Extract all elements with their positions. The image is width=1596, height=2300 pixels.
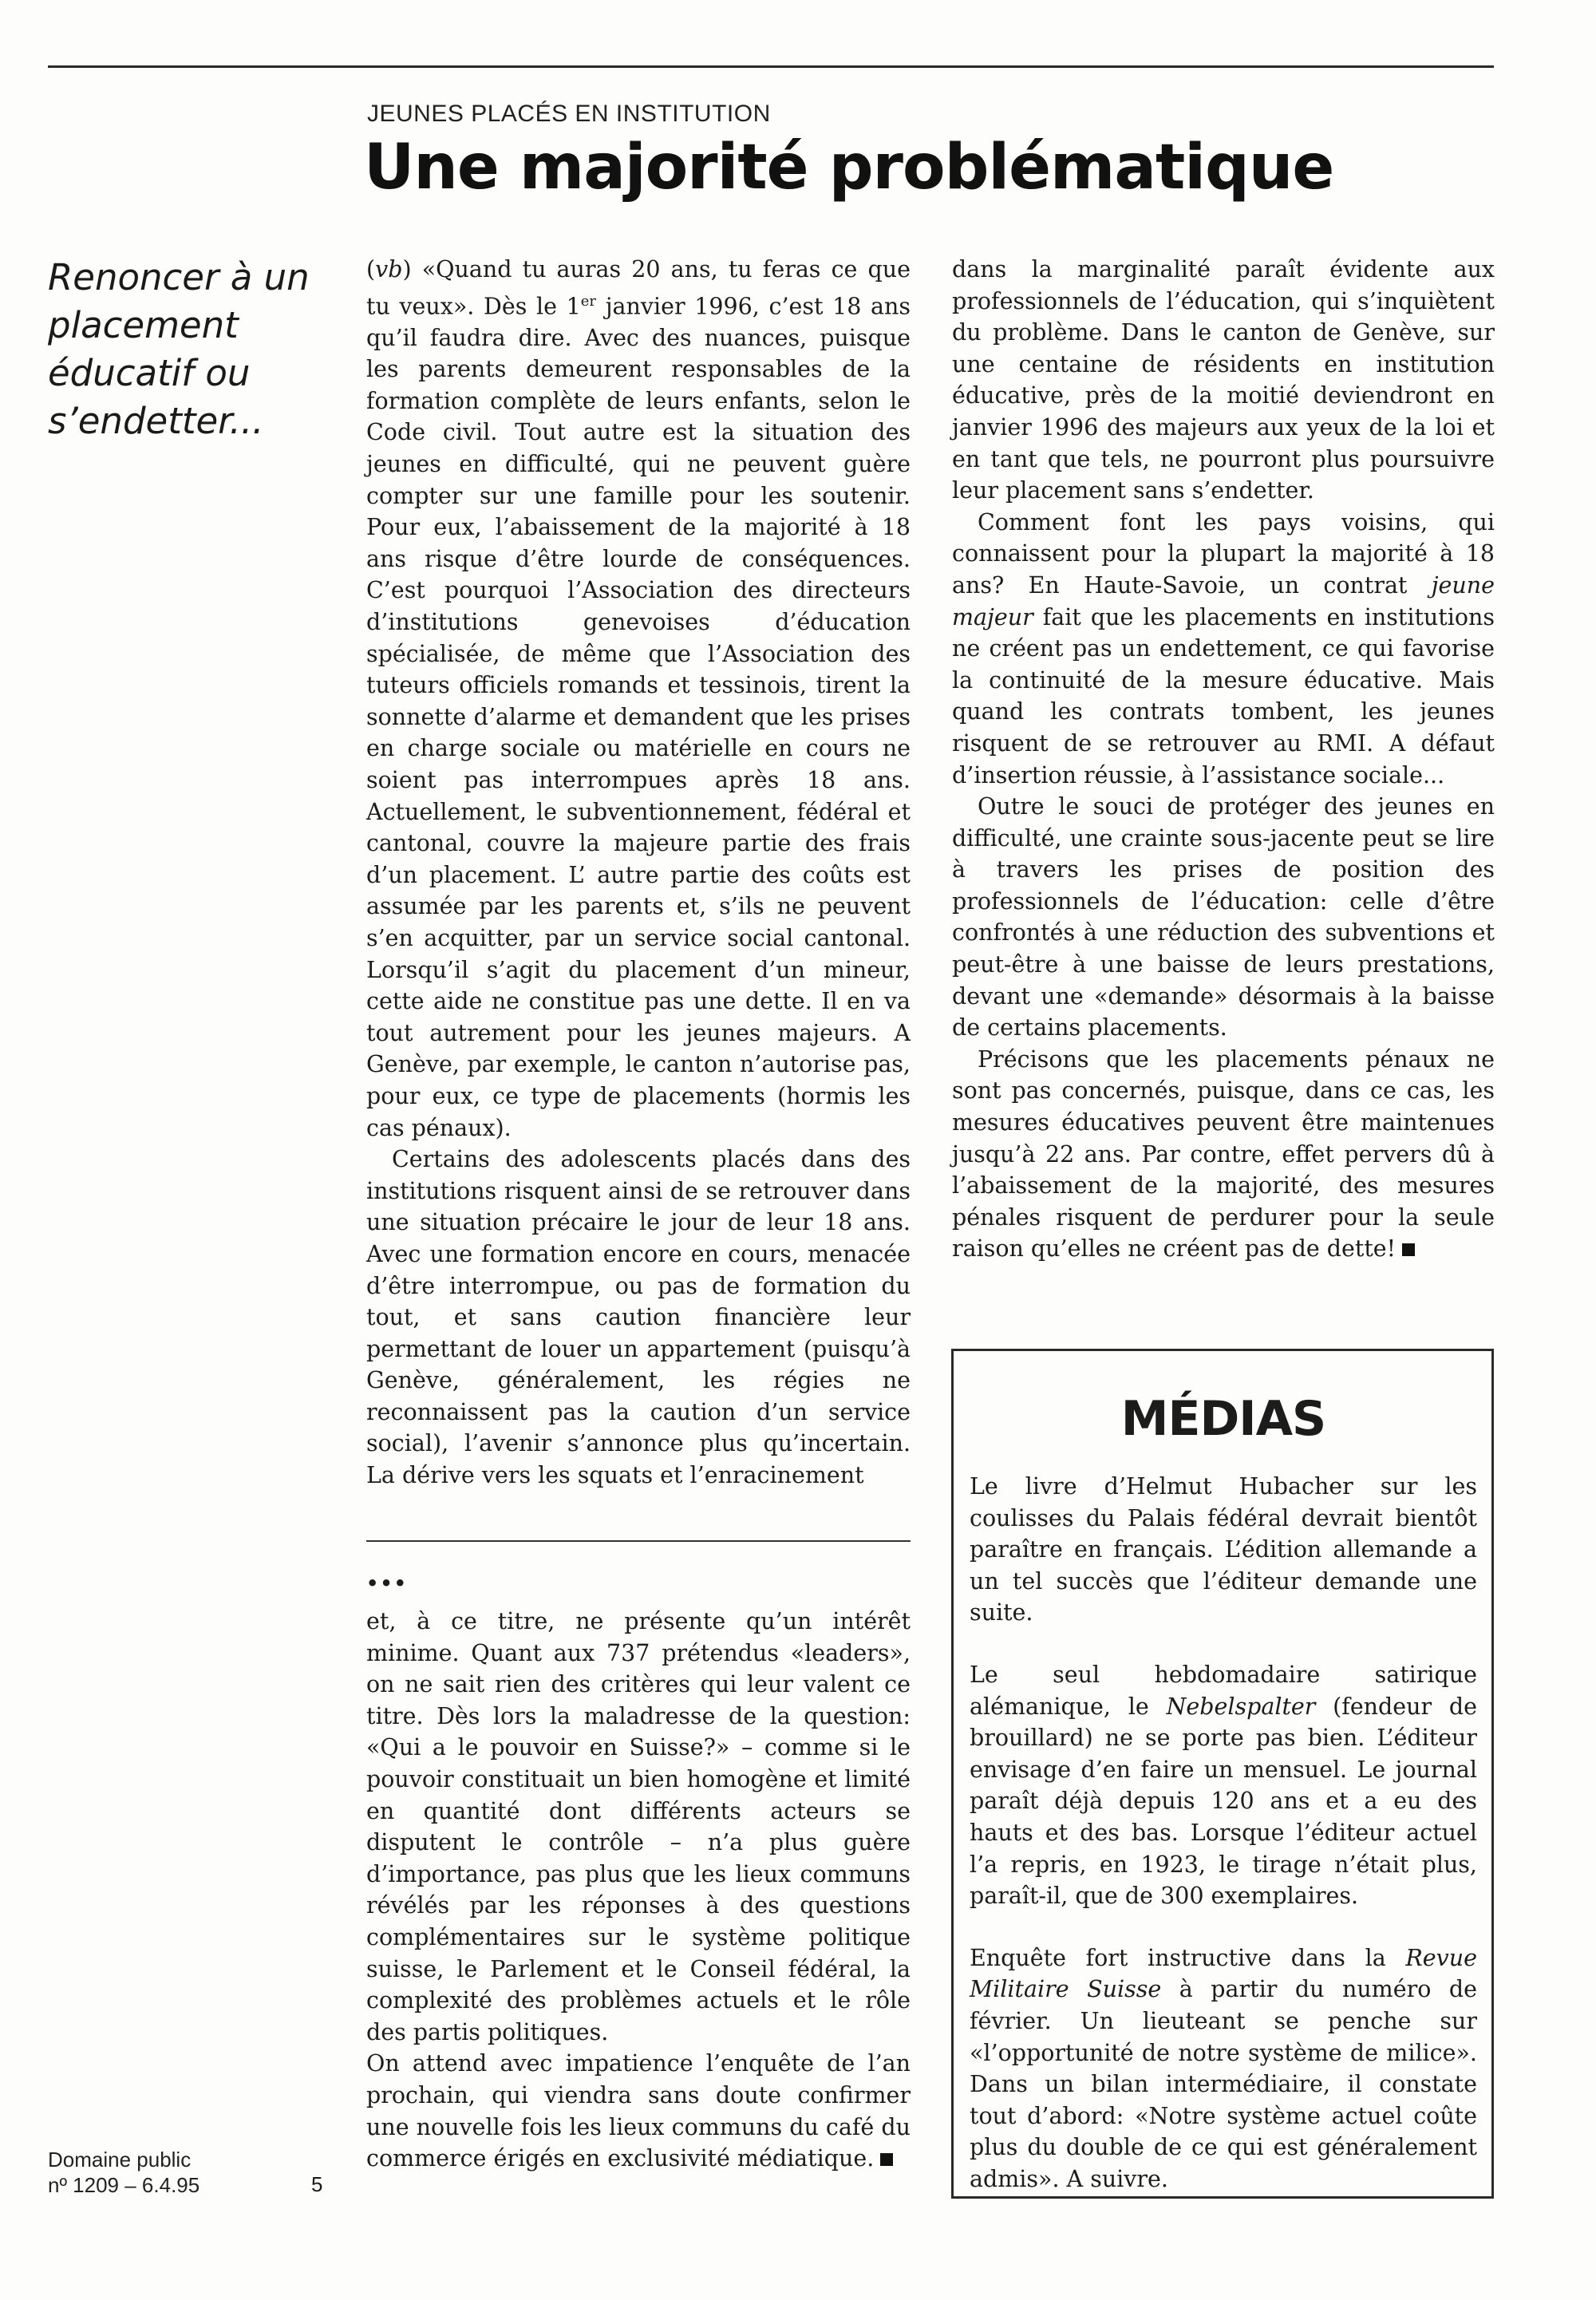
- medias-item-3: Enquête fort instructive dans la Revue Militaire Suisse à partir du numéro de février. Un lieuteant se penche sur «l’opportunité de notre système de milice». Dans un bilan intermédiaire, il constate tout d’abord: «Notre système actuel coûte plus du double de ce qui est généralement admis». A suivre.: [970, 1944, 1477, 2192]
- medias-item-2: Le seul hebdomadaire satirique alémanique, le Nebelspalter (fendeur de brouillard) ne se porte pas bien. L’éditeur envisage d’en faire un mensuel. Le journal paraît déjà depuis 120 ans et a eu des hauts et des bas. Lorsque l’éditeur actuel l’a repris, en 1923, le tirage n’était plus, paraît-il, que de 300 exemplaires.: [970, 1661, 1477, 1910]
- article-paragraph-6: Précisons que les placements pénaux ne sont pas concernés, puisque, dans ce cas, les mesures éducatives peuvent être maintenues jusqu’à 22 ans. Par contre, effet pervers dû à l’abaissement de la majorité, des mesures pénales risquent de perdurer pour la seule raison qu’elles ne créent pas de dette!: [952, 1045, 1495, 1263]
- medias-title: MÉDIAS: [1120, 1391, 1326, 1447]
- article-paragraph-1: (vb) «Quand tu auras 20 ans, tu feras ce que tu veux». Dès le 1er janvier 1996, c’est 18 ans qu’il faudra dire. Avec des nuances, puisque les parents demeurent responsables de la formation complète de leurs enfants, selon le Code civil. Tout autre est la situation des jeunes en difficulté, qui ne peuvent guère compter sur une famille pour les soutenir. Pour eux, l’abaissement de la majorité à 18 ans risque d’être lourde de conséquences. C’est pourquoi l’Association des directeurs d’institutions genevoises d’éducation spécialisée, de même que l’Association des tuteurs officiels romands et tessinois, tirent la sonnette d’alarme et demandent que les prises en charge sociale ou matérielle en cours ne soient pas interrompues après 18 ans. Actuellement, le subventionnement, fédéral et cantonal, couvre la majeure partie des frais d’un placement. L’ autre partie des coûts est assumée par les parents et, s’ils ne peuvent s’en acquitter, par un service social cantonal. Lorsqu’il s’agit du placement d’un mineur, cette aide ne constitue pas une dette. Il en va tout autrement pour les jeunes majeurs. A Genève, par exemple, le canton n’autorise pas, pour eux, ce type de placements (hormis les cas pénaux).: [366, 256, 911, 1141]
- end-mark-icon: [880, 2153, 893, 2166]
- publication-name: Domaine public: [48, 2148, 192, 2172]
- continuation-column: [366, 1606, 911, 2175]
- section-divider: [366, 1540, 911, 1542]
- top-rule: [48, 65, 1494, 68]
- article-paragraph-4: Comment font les pays voisins, qui connaissent pour la plupart la majorité à 18 ans? En Haute-Savoie, un contrat jeune majeur fait que les placements en institutions ne créent pas un endettement, ce qui favorise la continuité de la mesure éducative. Mais quand les contrats tombent, les jeunes risquent de se retrouver au RMI. A défaut d’insertion réussie, à l’assistance sociale...: [952, 508, 1495, 788]
- article-paragraph-3: dans la marginalité paraît évidente aux professionnels de l’éducation, qui s’inquiètent du problème. Dans le canton de Genève, sur une centaine de résidents en institution éducative, près de la moitié deviendront en janvier 1996 des majeurs aux yeux de la loi et en tant que tels, ne pourront plus poursuivre leur placement sans s’endetter.: [952, 256, 1495, 504]
- article-paragraph-2: Certains des adolescents placés dans des institutions risquent ainsi de se retrouver dans une situation précaire le jour de leur 18 ans. Avec une formation encore en cours, menacée d’être interrompue, ou pas de formation du tout, et sans caution financière leur permettant de louer un appartement (puisqu’à Genève, généralement, les régies ne reconnaissent pas la caution d’un service social), l’avenir s’annonce plus qu’incertain. La dérive vers les squats et l’enracinement: [366, 1146, 911, 1489]
- continuation-paragraph-1: et, à ce titre, ne présente qu’un intérêt minime. Quant aux 737 prétendus «leaders», on ne sait rien des critères qui leur valent ce titre. Dès lors la maladresse de la question: «Qui a le pouvoir en Suisse?» – comme si le pouvoir constituait un bien homogène et limité en quantité dont différents acteurs se disputent le contrôle – n’a plus guère d’importance, pas plus que les lieux communs révélés par les réponses à des questions complémentaires sur le système politique suisse, le Parlement et le Conseil fédéral, la complexité des problèmes actuels et le rôle des partis politiques.: [366, 1608, 911, 2045]
- article-column-1: [366, 254, 911, 1492]
- medias-item-1: Le livre d’Helmut Hubacher sur les coulisses du Palais fédéral devrait bientôt paraître en français. L’édition allemande a un tel succès que l’éditeur demande une suite.: [970, 1473, 1477, 1626]
- page-number: 5: [311, 2172, 323, 2196]
- footer-publication: [48, 2147, 200, 2198]
- article-headline: Une majorité problématique: [364, 132, 1334, 204]
- article-kicker: JEUNES PLACÉS EN INSTITUTION: [367, 101, 771, 127]
- continuation-marker: •••: [366, 1572, 409, 1595]
- medias-box: [951, 1349, 1494, 2199]
- article-paragraph-5: Outre le souci de protéger des jeunes en difficulté, une crainte sous-jacente peut se lire à travers les prises de position des professionnels de l’éducation: celle d’être confrontés à une réduction des subventions et peut-être à une baisse de leurs prestations, devant une «demande» désormais à la baisse de certains placements.: [952, 793, 1495, 1041]
- end-mark-icon: [1402, 1243, 1415, 1256]
- continuation-paragraph-2: On attend avec impatience l’enquête de l’an prochain, qui viendra sans doute confirmer une nouvelle fois les lieux communs du café du commerce érigés en exclusivité médiatique.: [366, 2050, 911, 2172]
- article-column-2: [952, 254, 1495, 1265]
- issue-info: nº 1209 – 6.4.95: [48, 2173, 200, 2197]
- pull-quote: Renoncer à un placement éducatif ou s’endetter...: [48, 256, 310, 442]
